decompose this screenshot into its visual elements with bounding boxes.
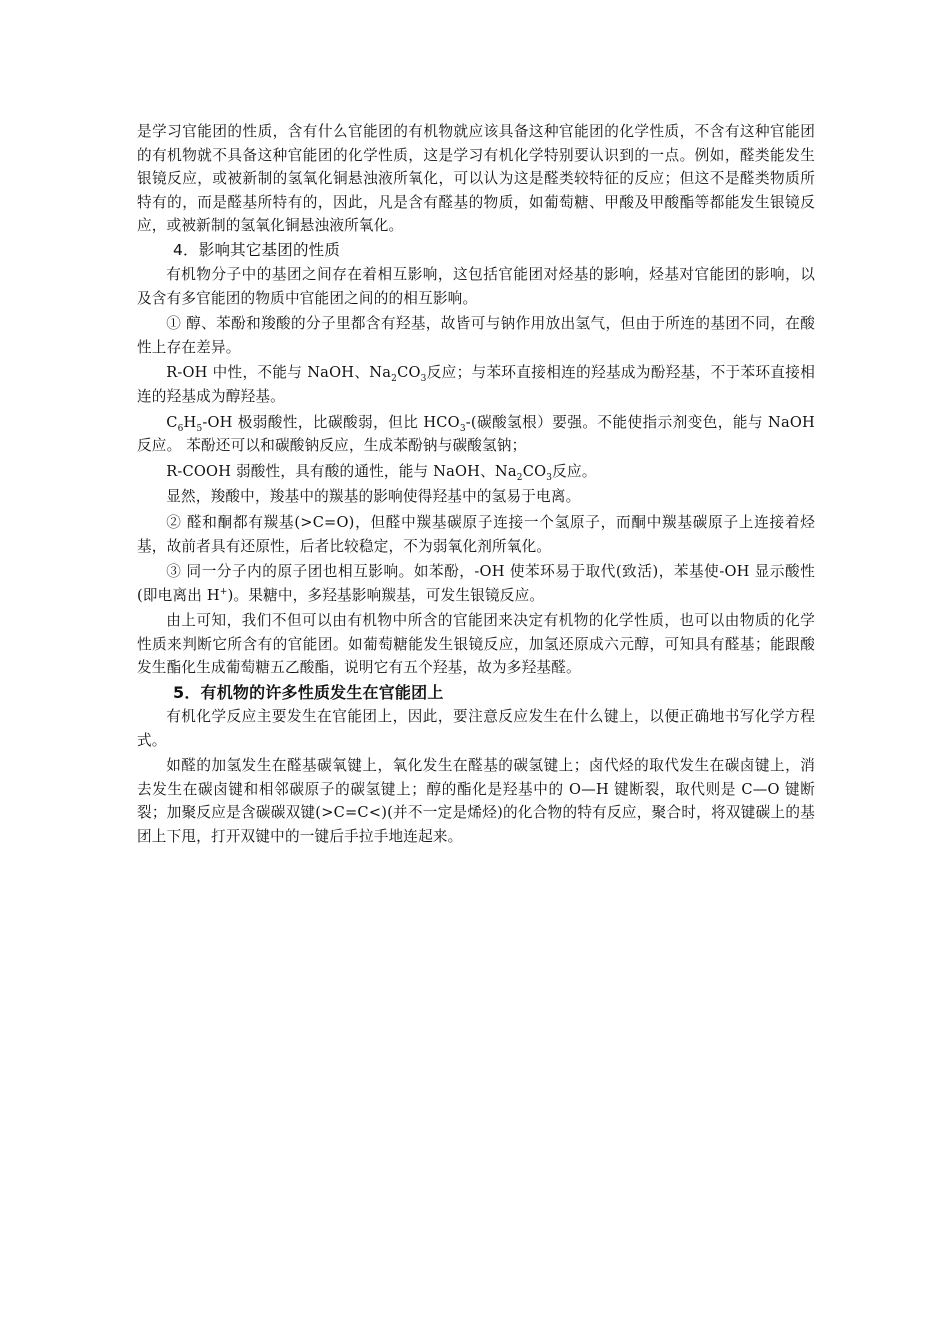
- section-4-heading: 4．影响其它基团的性质: [173, 240, 341, 259]
- summary-paragraph: 由上可知，我们不但可以由有机物中所含的官能团来决定有机物的化学性质，也可以由物质的化学性质来判断它所含有的官能团。如葡萄糖能发生银镜反应，加氢还原成六元醇，可知具有醛基；能跟酸发生酯化生成葡萄糖五乙酸酯，说明它有五个羟基，故为多羟基醛。: [137, 612, 815, 677]
- section-5-paragraph-2: 如醛的加氢发生在醛基碳氧键上，氧化发生在醛基的碳氢键上；卤代烃的取代发生在碳卤键上，消去发生在碳卤键和相邻碳原子的碳氢键上；醇的酯化是羟基中的 O—H 键断裂，取代则是 C—O 键断裂；加聚反应是含碳碳双键(>C=C<)(并不一定是烯烃)的化合物的特有反应，聚合时，将双键碳上的基团上下甩，打开双键中的一键后手拉手地连起来。: [137, 757, 815, 846]
- section-4-intro: 有机物分子中的基团之间存在着相互影响，这包括官能团对烃基的影响，烃基对官能团的影响，以及含有多官能团的物质中官能团之间的的相互影响。: [137, 265, 815, 307]
- phenol-paragraph: $C_6H_5-OH$ 极弱酸性，比碳酸弱，但比 $HCO_3-$(碳酸氢根）要强。不能使指示剂变色，能与 NaOH 反应。 苯酚还可以和碳酸钠反应，生成苯酚钠与碳酸氢钠；: [137, 413, 815, 455]
- acid-paragraph: R-COOH 弱酸性，具有酸的通性，能与 NaOH、$Na_2CO_3$反应。: [166, 462, 597, 483]
- roh-paragraph: R-OH 中性，不能与 NaOH、$Na_2CO_3$反应；与苯环直接相连的羟基成为酚羟基，不于苯环直接相连的羟基成为醇羟基。: [137, 364, 816, 405]
- obvious-paragraph: 显然，羧酸中，羧基中的羰基的影响使得羟基中的氢易于电离。: [166, 488, 581, 506]
- point-3-paragraph: ③ 同一分子内的原子团也相互影响。如苯酚，-OH 使苯环易于取代(致活)，苯基使-OH 显示酸性(即电离出 H+)。果糖中，多羟基影响羰基，可发生银镜反应。: [137, 563, 815, 604]
- opening-paragraph: 是学习官能团的性质，含有什么官能团的有机物就应该具备这种官能团的化学性质，不含有这种官能团的有机物就不具备这种官能团的化学性质，这是学习有机化学特别要认识到的一点。例如，醛类能发生银镜反应，或被新制的氢氧化铜悬浊液所氧化，可以认为这是醛类较特征的反应；但这不是醛类物质所特有的，而是醛基所特有的，因此，凡是含有醛基的物质，如葡萄糖、甲酸及甲酸酯等都能发生银镜反应，或被新制的氢氧化铜悬浊液所氧化。: [137, 123, 815, 235]
- section-5-heading: 5．有机物的许多性质发生在官能团上: [173, 683, 444, 703]
- document-body: [137, 120, 815, 849]
- point-1-paragraph: ① 醇、苯酚和羧酸的分子里都含有羟基，故皆可与钠作用放出氢气，但由于所连的基团不同，在酸性上存在差异。: [137, 315, 815, 356]
- section-5-paragraph-1: 有机化学反应主要发生在官能团上，因此，要注意反应发生在什么键上，以便正确地书写化学方程式。: [137, 708, 815, 749]
- point-2-paragraph: ② 醛和酮都有羰基(>C=O)，但醛中羰基碳原子连接一个氢原子，而酮中羰基碳原子上连接着烃基，故前者具有还原性，后者比较稳定，不为弱氧化剂所氧化。: [137, 513, 815, 555]
